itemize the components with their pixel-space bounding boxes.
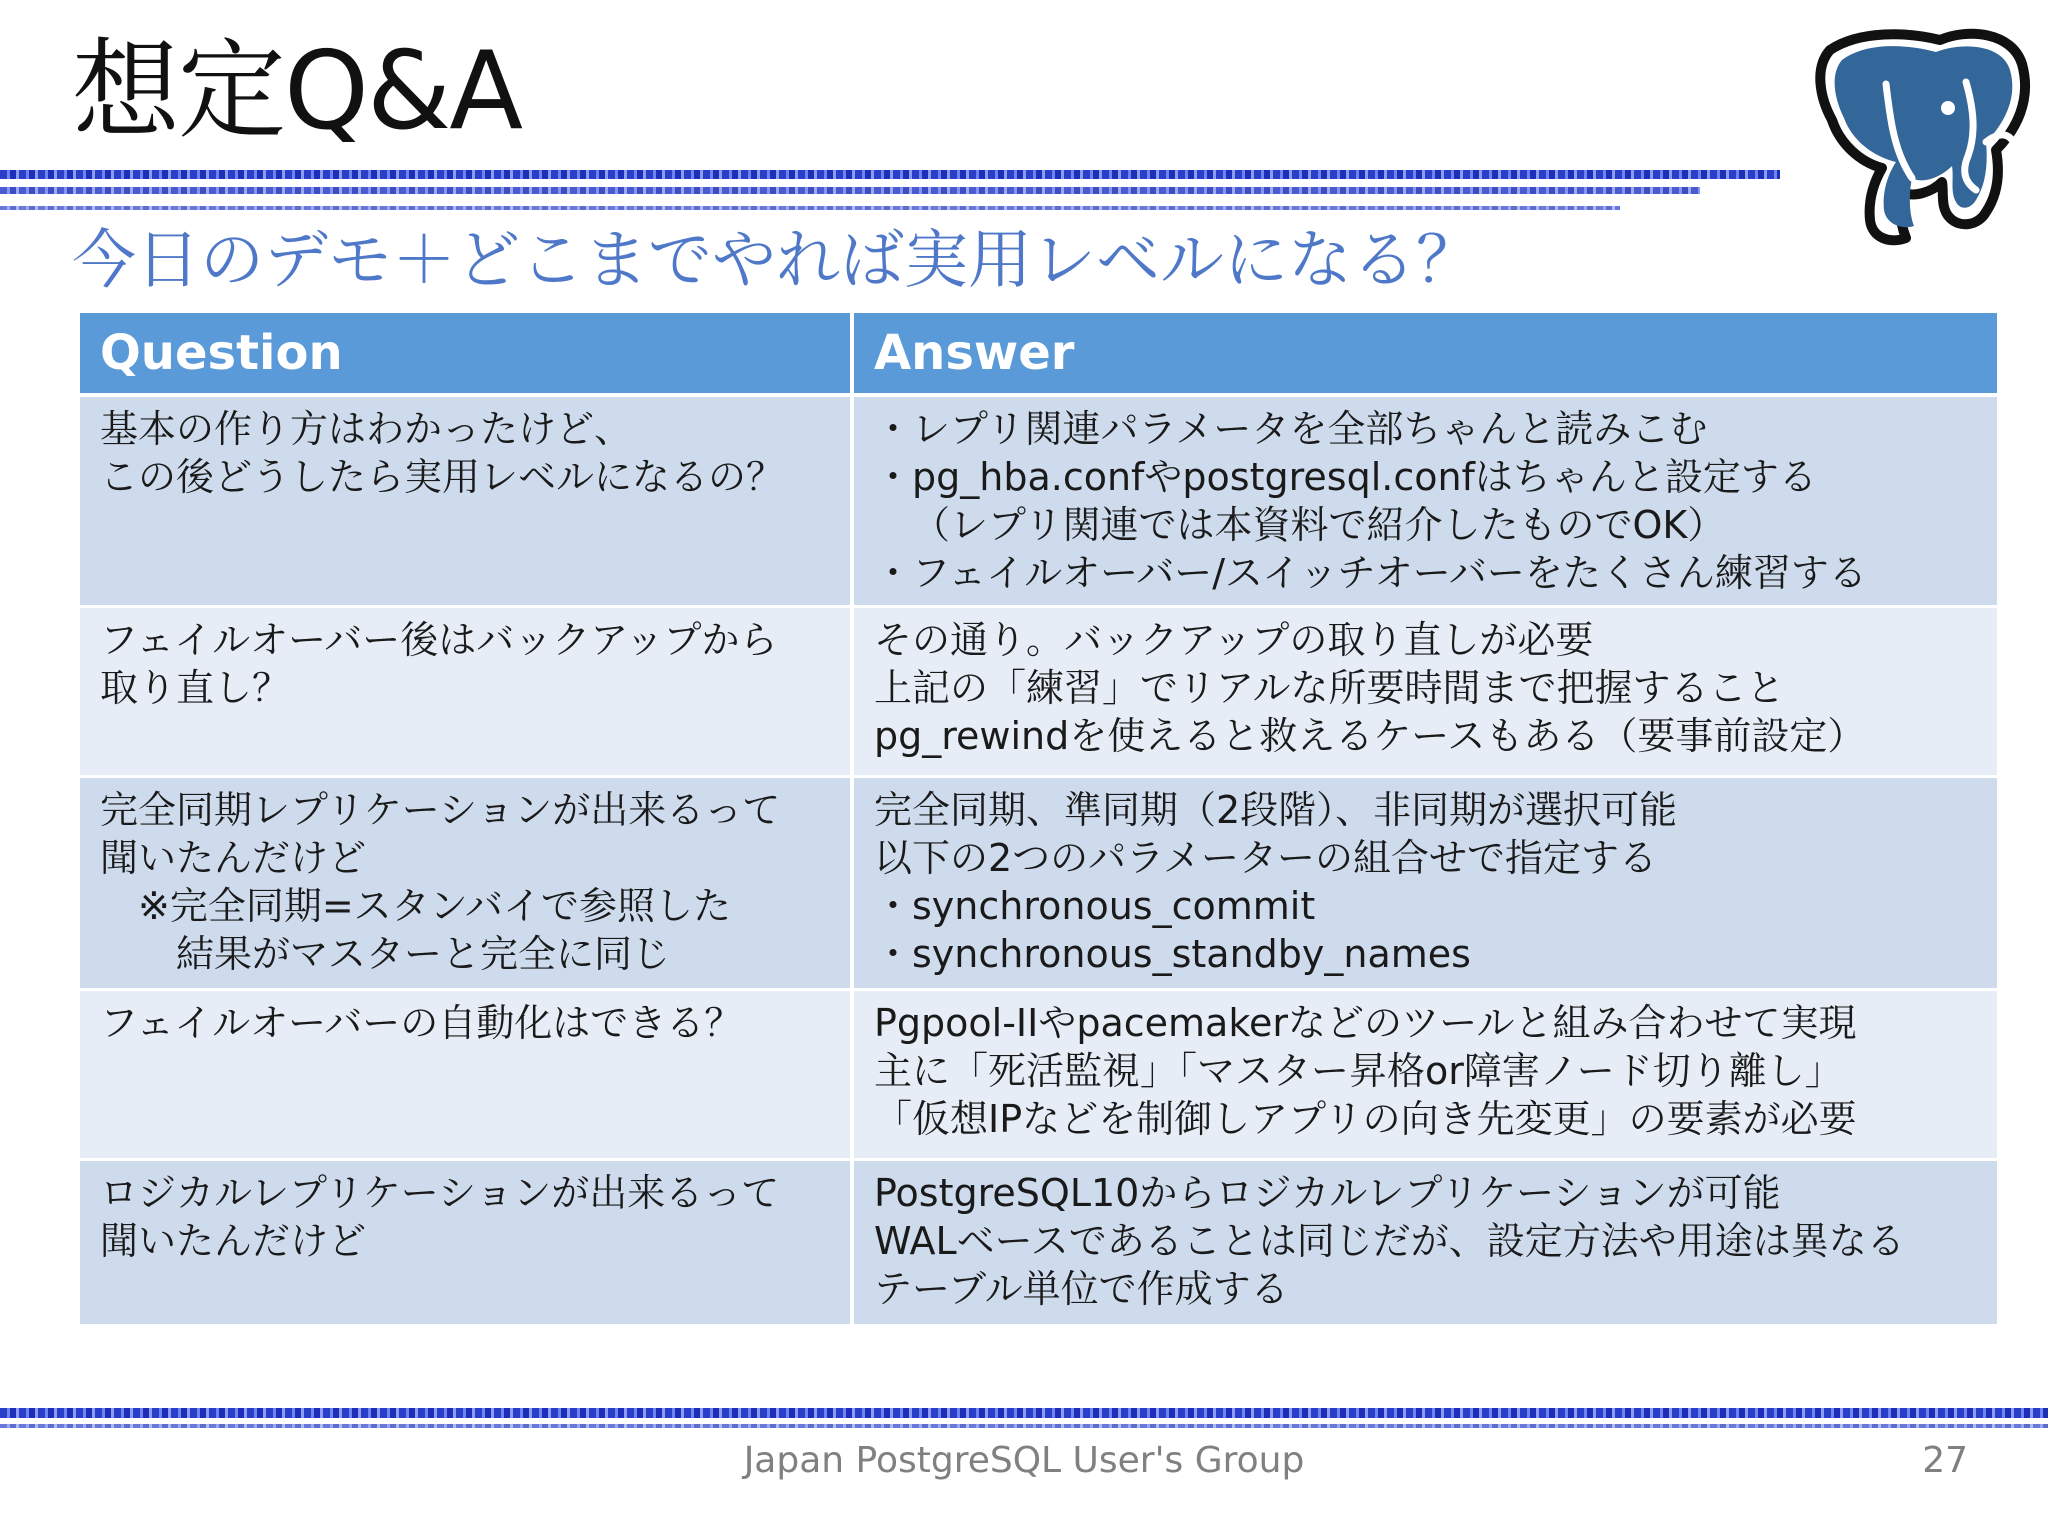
- answer-line: ・synchronous_commit: [874, 884, 1316, 928]
- question-line: この後どうしたら実用レベルになるの？: [100, 455, 785, 499]
- footer-organization: Japan PostgreSQL User's Group: [743, 1440, 1305, 1481]
- answer-cell: [854, 991, 1997, 1161]
- slide-subtitle: 今日のデモ＋どこまでやれば実用レベルになる？: [72, 224, 1480, 298]
- answer-line: ・synchronous_standby_names: [874, 932, 1471, 976]
- answer-line: ・pg_hba.confやpostgresql.confはちゃんと設定する: [874, 455, 1817, 499]
- answer-line: 上記の「練習」でリアルな所要時間まで把握すること: [874, 666, 1785, 710]
- answer-line: WALベースであることは同じだが、設定方法や用途は異なる: [874, 1219, 1905, 1263]
- title-underline: [0, 170, 1780, 179]
- answer-cell: [854, 1161, 1997, 1327]
- question-note-line: 結果がマスターと完全に同じ: [176, 932, 671, 976]
- table-row: [80, 991, 1997, 1161]
- question-line: フェイルオーバーの自動化はできる？: [100, 1001, 743, 1045]
- answer-line: 完全同期、準同期（2段階）、非同期が選択可能: [874, 788, 1678, 832]
- question-cell: [80, 1161, 854, 1327]
- answer-line: Pgpool-IIやpacemakerなどのツールと組み合わせて実現: [874, 1001, 1857, 1045]
- question-cell: [80, 778, 854, 991]
- table-row: [80, 1161, 1997, 1327]
- question-note-line: ※完全同期=スタンバイで参照した: [138, 884, 732, 928]
- title-underline-tertiary: [0, 206, 1620, 210]
- answer-line: （レプリ関連では本資料で紹介したものでOK）: [912, 503, 1726, 547]
- answer-cell: [854, 397, 1997, 608]
- table-row: [80, 778, 1997, 991]
- table-row: [80, 608, 1997, 778]
- footer-rule-secondary: [0, 1424, 2048, 1428]
- answer-column-header: Answer: [854, 313, 1997, 397]
- postgresql-elephant-icon: [1790, 22, 2035, 257]
- question-line: 聞いたんだけど: [100, 836, 367, 880]
- question-cell: [80, 608, 854, 778]
- slide-title: 想定Q&A: [72, 29, 522, 154]
- table-row: [80, 397, 1997, 608]
- question-column-header: Question: [80, 313, 854, 397]
- answer-line: ・フェイルオーバー/スイッチオーバーをたくさん練習する: [874, 551, 1867, 595]
- title-underline-secondary: [0, 187, 1700, 194]
- answer-line: その通り。バックアップの取り直しが必要: [874, 618, 1594, 662]
- question-line: 取り直し？: [100, 666, 291, 710]
- question-line: 聞いたんだけど: [100, 1219, 367, 1263]
- answer-line: pg_rewindを使えると救えるケースもある（要事前設定）: [874, 714, 1866, 758]
- question-line: フェイルオーバー後はバックアップから: [100, 618, 778, 662]
- question-line: ロジカルレプリケーションが出来るって: [100, 1171, 780, 1215]
- answer-line: テーブル単位で作成する: [874, 1267, 1289, 1311]
- answer-line: 以下の2つのパラメーターの組合せで指定する: [874, 836, 1658, 880]
- answer-line: ・レプリ関連パラメータを全部ちゃんと読みこむ: [874, 407, 1708, 451]
- answer-line: PostgreSQL10からロジカルレプリケーションが可能: [874, 1171, 1781, 1215]
- question-cell: [80, 397, 854, 608]
- page-number: 27: [1922, 1440, 1968, 1481]
- question-line: 基本の作り方はわかったけど、: [100, 407, 633, 451]
- question-line: 完全同期レプリケーションが出来るって: [100, 788, 781, 832]
- table-header-row: [80, 313, 1997, 397]
- answer-line: 「仮想IPなどを制御しアプリの向き先変更」の要素が必要: [874, 1097, 1857, 1141]
- answer-cell: [854, 778, 1997, 991]
- answer-line: 主に「死活監視」「マスター昇格or障害ノード切り離し」: [874, 1049, 1843, 1093]
- question-cell: [80, 991, 854, 1161]
- footer-rule: [0, 1408, 2048, 1418]
- answer-cell: [854, 608, 1997, 778]
- qa-table: [80, 313, 1997, 1327]
